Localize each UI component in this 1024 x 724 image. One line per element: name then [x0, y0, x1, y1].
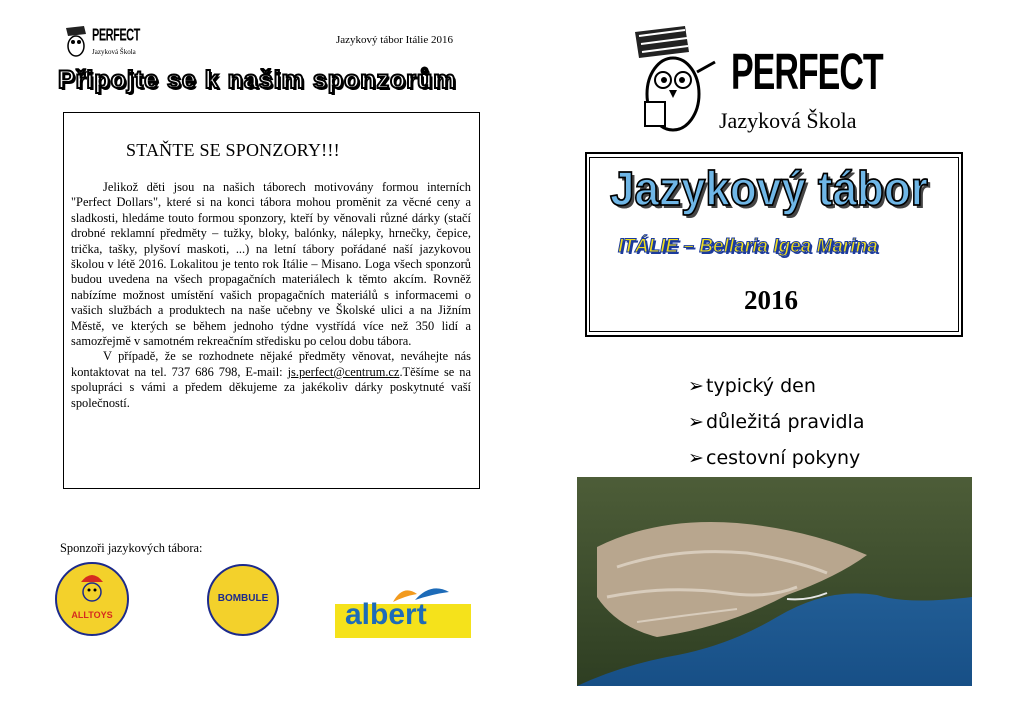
paragraph-2-start: V případě, že se rozhodnete nějaké předměty věnovat, neváhejte nás kontaktovat na tel. 737 686 798, E-mail: — [71, 349, 471, 379]
list-item-label: typický den — [706, 375, 816, 397]
logo-word: PERFECT — [92, 26, 140, 46]
perfect-main-logo — [615, 22, 905, 140]
albert-logo — [335, 584, 471, 640]
page-header: Jazykový tábor Itálie 2016 — [336, 34, 453, 46]
owl-mascot-icon — [615, 22, 725, 140]
list-item-label: cestovní pokyny — [706, 447, 861, 469]
paragraph-2-end: .Těšíme se na spolupráci s vámi a předem děkujeme za jakékoliv dárky poskytnuté vaší společností. — [71, 364, 471, 410]
bombule-logo — [207, 564, 279, 636]
owl-mascot-icon — [62, 24, 90, 58]
camp-location: ITÁLIE – Bellaria Igea Marina — [618, 236, 878, 257]
logo-school: Jazyková Škola — [719, 108, 857, 133]
list-item-label: důležitá pravidla — [706, 411, 865, 433]
coast-photo-illustration — [577, 477, 972, 686]
sponsor-box-body — [71, 180, 471, 411]
alltoys-logo — [55, 562, 129, 636]
sponsor-box-title: STAŇTE SE SPONZORY!!! — [126, 140, 340, 160]
arrow-bullet-icon: ➢ — [688, 411, 704, 433]
sponsors-label: Sponzoři jazykových tábora: — [60, 541, 203, 555]
coast-aerial-photo — [577, 477, 972, 686]
paragraph-2 — [71, 349, 471, 411]
list-item — [688, 440, 864, 476]
headline: Připojte se k našim sponzorům — [58, 66, 457, 94]
bombule-text: BOMBULE — [217, 593, 269, 604]
alltoys-mascot-icon — [77, 572, 107, 608]
list-item — [688, 368, 864, 404]
topic-list — [688, 368, 864, 476]
perfect-small-logo — [62, 22, 142, 62]
arrow-bullet-icon: ➢ — [688, 375, 704, 397]
camp-year: 2016 — [744, 285, 798, 315]
alltoys-text: ALLTOYS — [71, 610, 113, 620]
list-item — [688, 404, 864, 440]
paragraph-1: Jelikož děti jsou na našich táborech motivovány formou interních "Perfect Dollars", které si na konci tábora mohou proměnit za věcné ceny a sladkosti, hledáme touto formou sponzory, kteří by věnovali různé dárky (stačí drobné reklamní předměty – tužky, bloky, balónky, nálepky, hrnečky, čepice, trička, tašky, plyšoví maskoti, ...) na letní tábory pořádané naší jazykovou školou v létě 2016. Lokalitou je tento rok Itálie – Misano. Loga všech sponzorů budou uvedena na všech propagačních materiálech k těmto akcím. Rovněž nabízíme možnost umístění vašich propagačních materiálů s informacemi o vašich službách a produktech na naše učebny ve Školské ulici a na Jižním Městě, ve kterých se během jednoho týdne vystřídá více než 350 lidí a samozřejmě v samotném rekreačním středisku po celou dobu tábora. — [71, 180, 471, 349]
logo-school: Jazyková Škola — [92, 48, 136, 56]
camp-title: Jazykový tábor — [610, 162, 928, 216]
arrow-bullet-icon: ➢ — [688, 447, 704, 469]
email-link[interactable]: js.perfect@centrum.cz — [287, 364, 400, 379]
albert-text: albert — [345, 598, 427, 631]
logo-word: PERFECT — [731, 44, 883, 101]
